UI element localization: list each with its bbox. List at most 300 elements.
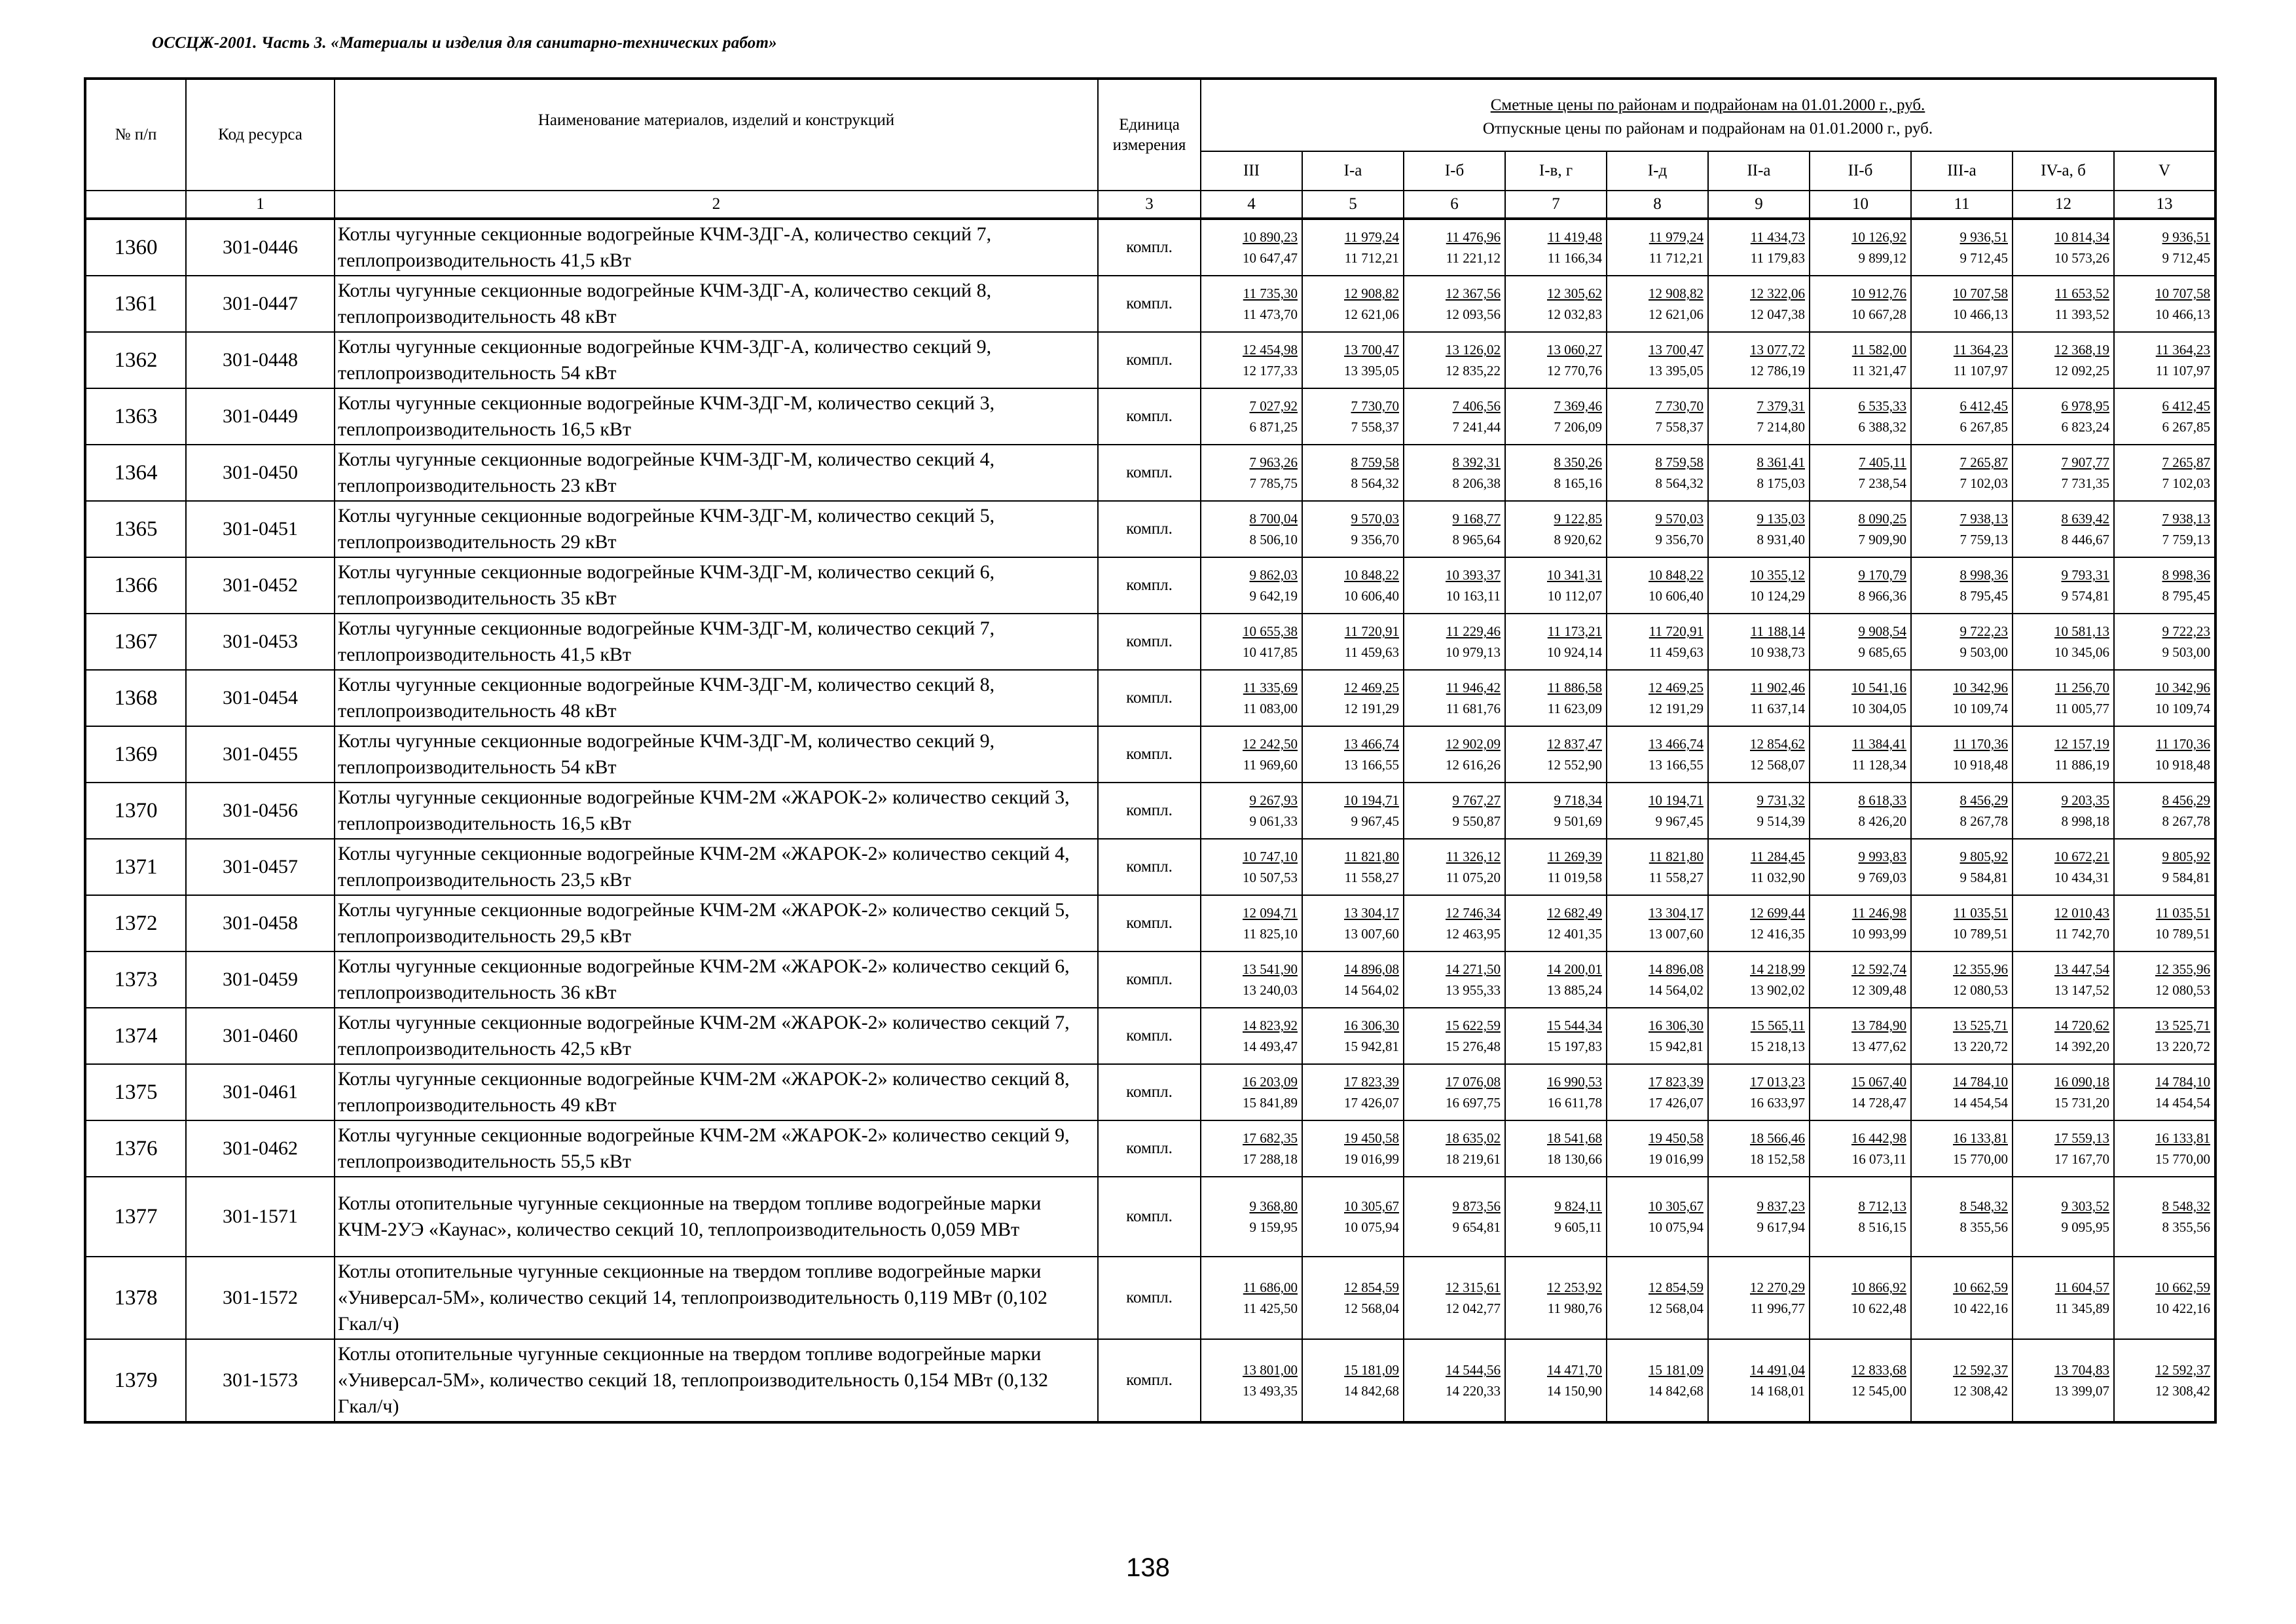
release-price: 8 965,64 <box>1452 532 1501 547</box>
price-cell <box>1302 1064 1404 1120</box>
estimate-price: 12 592,37 <box>1953 1362 2008 1378</box>
estimate-price: 13 704,83 <box>2054 1362 2109 1378</box>
release-price: 10 924,14 <box>1547 644 1602 660</box>
price-cell <box>1302 1008 1404 1064</box>
estimate-price: 8 759,58 <box>1351 454 1399 470</box>
resource-code: 301-0459 <box>186 951 335 1008</box>
estimate-price: 7 938,13 <box>2162 511 2211 526</box>
price-cell <box>1911 1339 2013 1422</box>
unit-cell: компл. <box>1098 670 1201 726</box>
region-header-cell: I-в, г <box>1505 151 1607 191</box>
release-price: 11 128,34 <box>1851 757 1906 773</box>
estimate-price: 10 912,76 <box>1851 286 1906 301</box>
release-price: 12 416,35 <box>1750 926 1805 942</box>
unit-cell: компл. <box>1098 1177 1201 1257</box>
price-cell <box>1505 332 1607 388</box>
table-row <box>85 895 2215 951</box>
price-cell <box>1302 1177 1404 1257</box>
estimate-price: 8 998,36 <box>2162 567 2211 583</box>
unit-cell: компл. <box>1098 276 1201 332</box>
price-cell <box>1201 614 1302 670</box>
row-number: 1369 <box>85 726 186 783</box>
table-row <box>85 219 2215 276</box>
row-number: 1367 <box>85 614 186 670</box>
price-cell <box>1607 276 1708 332</box>
unit-cell: компл. <box>1098 1120 1201 1177</box>
price-cell <box>1505 1177 1607 1257</box>
estimate-price: 16 442,98 <box>1851 1130 1906 1146</box>
estimate-price: 16 306,30 <box>1344 1018 1399 1033</box>
column-number-cell: 1 <box>186 191 335 219</box>
price-cell <box>1810 501 1911 557</box>
release-price: 9 584,81 <box>2162 870 2211 885</box>
column-number-cell: 12 <box>2013 191 2114 219</box>
estimate-price: 13 700,47 <box>1344 342 1399 358</box>
price-cell <box>1607 219 1708 276</box>
row-number: 1360 <box>85 219 186 276</box>
price-cell <box>1911 1008 2013 1064</box>
price-table-wrapper <box>84 77 2214 1424</box>
release-price: 11 166,34 <box>1547 250 1602 266</box>
estimate-price: 14 784,10 <box>1953 1074 2008 1090</box>
release-price: 13 902,02 <box>1750 982 1805 998</box>
estimate-price: 11 946,42 <box>1446 680 1501 695</box>
release-price: 15 841,89 <box>1243 1095 1298 1111</box>
price-cell <box>1302 839 1404 895</box>
release-price: 10 667,28 <box>1851 306 1906 322</box>
region-header-cell: I-б <box>1404 151 1505 191</box>
estimate-price: 12 355,96 <box>2155 961 2211 977</box>
estimate-price: 18 566,46 <box>1750 1130 1805 1146</box>
row-number: 1370 <box>85 783 186 839</box>
table-body <box>85 219 2215 1422</box>
estimate-price: 18 541,68 <box>1547 1130 1602 1146</box>
price-cell <box>1201 670 1302 726</box>
price-cell <box>1911 557 2013 614</box>
unit-cell: компл. <box>1098 1008 1201 1064</box>
price-cell <box>1708 557 1810 614</box>
estimate-price: 15 067,40 <box>1851 1074 1906 1090</box>
estimate-price: 12 368,19 <box>2054 342 2109 358</box>
row-number: 1379 <box>85 1339 186 1422</box>
price-cell <box>2114 670 2215 726</box>
price-cell <box>1708 783 1810 839</box>
release-price: 10 422,16 <box>2155 1301 2211 1316</box>
region-header-cell: I-д <box>1607 151 1708 191</box>
release-price: 10 304,05 <box>1851 701 1906 716</box>
price-cell <box>1708 276 1810 332</box>
release-price: 7 102,03 <box>1959 475 2008 491</box>
release-price: 9 967,45 <box>1655 813 1704 829</box>
estimate-price: 7 265,87 <box>1959 454 2008 470</box>
price-cell <box>2013 557 2114 614</box>
price-cell <box>1201 388 1302 445</box>
unit-cell: компл. <box>1098 388 1201 445</box>
material-name: Котлы чугунные секционные водогрейные КЧМ-3ДГ-М, количество секций 5, теплопроизводительность 29 кВт <box>335 501 1098 557</box>
region-header-cell: II-а <box>1708 151 1810 191</box>
page-number: 138 <box>1126 1553 1170 1582</box>
release-price: 13 885,24 <box>1547 982 1602 998</box>
release-price: 8 516,15 <box>1858 1219 1906 1235</box>
estimate-price: 6 412,45 <box>2162 398 2211 414</box>
release-price: 11 345,89 <box>2054 1301 2109 1316</box>
price-cell <box>1607 1339 1708 1422</box>
estimate-price: 12 315,61 <box>1446 1280 1501 1295</box>
estimate-price: 9 368,80 <box>1249 1198 1298 1214</box>
price-cell <box>2013 1008 2114 1064</box>
release-price: 8 175,03 <box>1757 475 1805 491</box>
release-price: 11 996,77 <box>1750 1301 1805 1316</box>
release-price: 7 785,75 <box>1249 475 1298 491</box>
document-header: ОССЦЖ-2001. Часть 3. «Материалы и изделия для санитарно-технических работ» <box>152 34 777 52</box>
estimate-price: 13 126,02 <box>1446 342 1501 358</box>
release-price: 7 558,37 <box>1351 419 1399 435</box>
release-price: 11 558,27 <box>1344 870 1399 885</box>
table-row <box>85 332 2215 388</box>
price-cell <box>1505 1120 1607 1177</box>
release-price: 10 979,13 <box>1446 644 1501 660</box>
estimate-price: 11 476,96 <box>1446 229 1501 245</box>
unit-cell: компл. <box>1098 219 1201 276</box>
estimate-price: 9 731,32 <box>1757 792 1805 808</box>
release-price: 10 789,51 <box>1953 926 2008 942</box>
release-price: 10 075,94 <box>1649 1219 1704 1235</box>
release-price: 13 220,72 <box>1953 1039 2008 1054</box>
price-cell <box>1302 895 1404 951</box>
release-price: 12 042,77 <box>1446 1301 1501 1316</box>
estimate-price: 17 076,08 <box>1446 1074 1501 1090</box>
estimate-price: 8 456,29 <box>1959 792 2008 808</box>
estimate-price: 9 718,34 <box>1554 792 1602 808</box>
release-price: 12 047,38 <box>1750 306 1805 322</box>
release-price: 7 731,35 <box>2061 475 2109 491</box>
estimate-price: 12 833,68 <box>1851 1362 1906 1378</box>
estimate-price: 10 747,10 <box>1243 849 1298 864</box>
price-cell <box>1708 614 1810 670</box>
estimate-price: 8 700,04 <box>1249 511 1298 526</box>
price-cell <box>1911 614 2013 670</box>
release-price: 6 267,85 <box>2162 419 2211 435</box>
unit-cell: компл. <box>1098 951 1201 1008</box>
header-prices-estimate: Сметные цены по районам и подрайонам на 01.01.2000 г., руб. <box>1490 96 1925 114</box>
release-price: 7 759,13 <box>2162 532 2211 547</box>
estimate-price: 9 993,83 <box>1858 849 1906 864</box>
release-price: 17 426,07 <box>1344 1095 1399 1111</box>
price-cell <box>2013 332 2114 388</box>
release-price: 13 399,07 <box>2054 1383 2109 1399</box>
release-price: 14 493,47 <box>1243 1039 1298 1054</box>
price-cell <box>1708 388 1810 445</box>
release-price: 17 288,18 <box>1243 1151 1298 1167</box>
release-price: 14 150,90 <box>1547 1383 1602 1399</box>
price-cell <box>1404 445 1505 501</box>
table-row <box>85 1120 2215 1177</box>
estimate-price: 11 246,98 <box>1851 905 1906 921</box>
price-cell <box>1810 895 1911 951</box>
region-header-cell: IV-а, б <box>2013 151 2114 191</box>
price-cell <box>2013 276 2114 332</box>
release-price: 10 507,53 <box>1243 870 1298 885</box>
material-name: Котлы чугунные секционные водогрейные КЧМ-3ДГ-А, количество секций 8, теплопроизводительность 48 кВт <box>335 276 1098 332</box>
release-price: 12 093,56 <box>1446 306 1501 322</box>
release-price: 10 434,31 <box>2054 870 2109 885</box>
release-price: 14 842,68 <box>1649 1383 1704 1399</box>
price-cell <box>1404 1120 1505 1177</box>
table-row <box>85 1177 2215 1257</box>
release-price: 10 466,13 <box>2155 306 2211 322</box>
price-cell <box>2114 726 2215 783</box>
estimate-price: 15 544,34 <box>1547 1018 1602 1033</box>
price-cell <box>2013 1120 2114 1177</box>
price-cell <box>1810 951 1911 1008</box>
release-price: 9 159,95 <box>1249 1219 1298 1235</box>
release-price: 11 393,52 <box>2054 306 2109 322</box>
release-price: 10 993,99 <box>1851 926 1906 942</box>
release-price: 12 835,22 <box>1446 363 1501 378</box>
column-number-cell: 8 <box>1607 191 1708 219</box>
price-cell <box>1302 670 1404 726</box>
estimate-price: 12 094,71 <box>1243 905 1298 921</box>
estimate-price: 7 730,70 <box>1351 398 1399 414</box>
release-price: 14 564,02 <box>1649 982 1704 998</box>
release-price: 18 130,66 <box>1547 1151 1602 1167</box>
price-cell <box>1302 951 1404 1008</box>
price-cell <box>1505 1339 1607 1422</box>
release-price: 11 459,63 <box>1344 644 1399 660</box>
price-cell <box>1404 1339 1505 1422</box>
estimate-price: 10 848,22 <box>1649 567 1704 583</box>
estimate-price: 8 998,36 <box>1959 567 2008 583</box>
release-price: 10 647,47 <box>1243 250 1298 266</box>
release-price: 11 969,60 <box>1243 757 1298 773</box>
price-cell <box>2114 1064 2215 1120</box>
price-cell <box>1302 726 1404 783</box>
release-price: 10 109,74 <box>1953 701 2008 716</box>
estimate-price: 12 322,06 <box>1750 286 1805 301</box>
price-cell <box>1607 388 1708 445</box>
release-price: 11 681,76 <box>1446 701 1501 716</box>
estimate-price: 9 767,27 <box>1452 792 1501 808</box>
price-cell <box>1505 388 1607 445</box>
estimate-price: 13 060,27 <box>1547 342 1602 358</box>
unit-cell: компл. <box>1098 557 1201 614</box>
release-price: 8 206,38 <box>1452 475 1501 491</box>
estimate-price: 9 936,51 <box>2162 229 2211 245</box>
estimate-price: 10 662,59 <box>2155 1280 2211 1295</box>
table-row <box>85 501 2215 557</box>
price-cell <box>1404 783 1505 839</box>
release-price: 8 446,67 <box>2061 532 2109 547</box>
estimate-price: 9 170,79 <box>1858 567 1906 583</box>
price-cell <box>2013 1064 2114 1120</box>
estimate-price: 16 090,18 <box>2054 1074 2109 1090</box>
price-cell <box>1708 1120 1810 1177</box>
release-price: 14 454,54 <box>2155 1095 2211 1111</box>
estimate-price: 9 267,93 <box>1249 792 1298 808</box>
release-price: 11 473,70 <box>1243 306 1298 322</box>
price-cell <box>1201 332 1302 388</box>
estimate-price: 15 181,09 <box>1649 1362 1704 1378</box>
estimate-price: 11 170,36 <box>1953 736 2008 752</box>
release-price: 13 007,60 <box>1649 926 1704 942</box>
resource-code: 301-1571 <box>186 1177 335 1257</box>
estimate-price: 10 848,22 <box>1344 567 1399 583</box>
estimate-price: 11 653,52 <box>2054 286 2109 301</box>
price-cell <box>1810 839 1911 895</box>
material-name: Котлы чугунные секционные водогрейные КЧМ-3ДГ-М, количество секций 3, теплопроизводительность 16,5 кВт <box>335 388 1098 445</box>
price-cell <box>1302 332 1404 388</box>
estimate-price: 14 200,01 <box>1547 961 1602 977</box>
price-cell <box>1911 332 2013 388</box>
release-price: 10 112,07 <box>1547 588 1602 604</box>
release-price: 11 075,20 <box>1446 870 1501 885</box>
release-price: 9 654,81 <box>1452 1219 1501 1235</box>
estimate-price: 11 686,00 <box>1243 1280 1298 1295</box>
release-price: 9 685,65 <box>1858 644 1906 660</box>
estimate-price: 7 907,77 <box>2061 454 2109 470</box>
estimate-price: 12 682,49 <box>1547 905 1602 921</box>
release-price: 10 918,48 <box>2155 757 2211 773</box>
release-price: 10 417,85 <box>1243 644 1298 660</box>
price-cell <box>2013 445 2114 501</box>
estimate-price: 11 188,14 <box>1750 623 1805 639</box>
price-cell <box>2114 783 2215 839</box>
price-cell <box>2013 1257 2114 1339</box>
estimate-price: 10 541,16 <box>1851 680 1906 695</box>
estimate-price: 8 712,13 <box>1858 1198 1906 1214</box>
price-cell <box>1911 839 2013 895</box>
estimate-price: 13 304,17 <box>1649 905 1704 921</box>
estimate-price: 10 672,21 <box>2054 849 2109 864</box>
release-price: 8 506,10 <box>1249 532 1298 547</box>
price-cell <box>1302 1120 1404 1177</box>
price-cell <box>1201 557 1302 614</box>
estimate-price: 12 469,25 <box>1649 680 1704 695</box>
release-price: 11 005,77 <box>2054 701 2109 716</box>
release-price: 9 095,95 <box>2061 1219 2109 1235</box>
estimate-price: 12 592,74 <box>1851 961 1906 977</box>
estimate-price: 13 525,71 <box>2155 1018 2211 1033</box>
release-price: 9 503,00 <box>1959 644 2008 660</box>
price-cell <box>1810 276 1911 332</box>
release-price: 10 422,16 <box>1953 1301 2008 1316</box>
release-price: 15 942,81 <box>1649 1039 1704 1054</box>
row-number: 1361 <box>85 276 186 332</box>
release-price: 10 573,26 <box>2054 250 2109 266</box>
estimate-price: 10 342,96 <box>2155 680 2211 695</box>
release-price: 13 007,60 <box>1344 926 1399 942</box>
estimate-price: 9 837,23 <box>1757 1198 1805 1214</box>
price-cell <box>1404 332 1505 388</box>
estimate-price: 10 662,59 <box>1953 1280 2008 1295</box>
price-cell <box>1404 1008 1505 1064</box>
column-number-cell: 4 <box>1201 191 1302 219</box>
price-cell <box>1505 1257 1607 1339</box>
price-cell <box>2114 1177 2215 1257</box>
price-cell <box>1607 895 1708 951</box>
unit-cell: компл. <box>1098 895 1201 951</box>
estimate-price: 9 570,03 <box>1655 511 1704 526</box>
release-price: 11 107,97 <box>2155 363 2211 378</box>
release-price: 11 083,00 <box>1243 701 1298 716</box>
release-price: 14 842,68 <box>1344 1383 1399 1399</box>
price-cell <box>2114 614 2215 670</box>
release-price: 12 616,26 <box>1446 757 1501 773</box>
price-cell <box>1911 1257 2013 1339</box>
column-number-cell: 11 <box>1911 191 2013 219</box>
release-price: 8 564,32 <box>1655 475 1704 491</box>
estimate-price: 16 306,30 <box>1649 1018 1704 1033</box>
estimate-price: 12 902,09 <box>1446 736 1501 752</box>
table-row <box>85 276 2215 332</box>
header-prices-release: Отпускные цены по районам и подрайонам на 01.01.2000 г., руб. <box>1482 120 1933 138</box>
material-name: Котлы чугунные секционные водогрейные КЧМ-2М «ЖАРОК-2» количество секций 9, теплопроизводительность 55,5 кВт <box>335 1120 1098 1177</box>
estimate-price: 18 635,02 <box>1446 1130 1501 1146</box>
estimate-price: 10 194,71 <box>1344 792 1399 808</box>
release-price: 13 477,62 <box>1851 1039 1906 1054</box>
material-name: Котлы чугунные секционные водогрейные КЧМ-2М «ЖАРОК-2» количество секций 7, теплопроизводительность 42,5 кВт <box>335 1008 1098 1064</box>
price-cell <box>1607 839 1708 895</box>
price-cell <box>1708 219 1810 276</box>
material-name: Котлы чугунные секционные водогрейные КЧМ-2М «ЖАРОК-2» количество секций 5, теплопроизводительность 29,5 кВт <box>335 895 1098 951</box>
price-cell <box>1911 1177 2013 1257</box>
estimate-price: 9 805,92 <box>1959 849 2008 864</box>
price-cell <box>1708 1339 1810 1422</box>
release-price: 9 356,70 <box>1655 532 1704 547</box>
price-cell <box>1505 557 1607 614</box>
estimate-price: 17 823,39 <box>1649 1074 1704 1090</box>
estimate-price: 19 450,58 <box>1344 1130 1399 1146</box>
estimate-price: 9 722,23 <box>1959 623 2008 639</box>
price-cell <box>2013 219 2114 276</box>
release-price: 14 454,54 <box>1953 1095 2008 1111</box>
resource-code: 301-0447 <box>186 276 335 332</box>
release-price: 9 501,69 <box>1554 813 1602 829</box>
estimate-price: 10 655,38 <box>1243 623 1298 639</box>
resource-code: 301-1572 <box>186 1257 335 1339</box>
release-price: 9 574,81 <box>2061 588 2109 604</box>
price-cell <box>1708 726 1810 783</box>
release-price: 10 109,74 <box>2155 701 2211 716</box>
price-cell <box>1911 445 2013 501</box>
estimate-price: 15 181,09 <box>1344 1362 1399 1378</box>
unit-cell: компл. <box>1098 501 1201 557</box>
estimate-price: 7 730,70 <box>1655 398 1704 414</box>
release-price: 10 789,51 <box>2155 926 2211 942</box>
release-price: 11 623,09 <box>1547 701 1602 716</box>
estimate-price: 13 077,72 <box>1750 342 1805 358</box>
estimate-price: 16 133,81 <box>1953 1130 2008 1146</box>
price-cell <box>2013 388 2114 445</box>
release-price: 14 168,01 <box>1750 1383 1805 1399</box>
price-cell <box>1302 1339 1404 1422</box>
price-cell <box>1404 1177 1505 1257</box>
estimate-price: 10 393,37 <box>1446 567 1501 583</box>
release-price: 18 152,58 <box>1750 1151 1805 1167</box>
estimate-price: 11 173,21 <box>1547 623 1602 639</box>
release-price: 9 605,11 <box>1554 1219 1602 1235</box>
price-cell <box>1911 783 2013 839</box>
estimate-price: 10 707,58 <box>1953 286 2008 301</box>
estimate-price: 8 548,32 <box>2162 1198 2211 1214</box>
row-number: 1375 <box>85 1064 186 1120</box>
release-price: 8 355,56 <box>2162 1219 2211 1235</box>
price-cell <box>1607 614 1708 670</box>
price-cell <box>1607 1008 1708 1064</box>
estimate-price: 10 581,13 <box>2054 623 2109 639</box>
price-cell <box>1708 332 1810 388</box>
price-cell <box>1505 219 1607 276</box>
